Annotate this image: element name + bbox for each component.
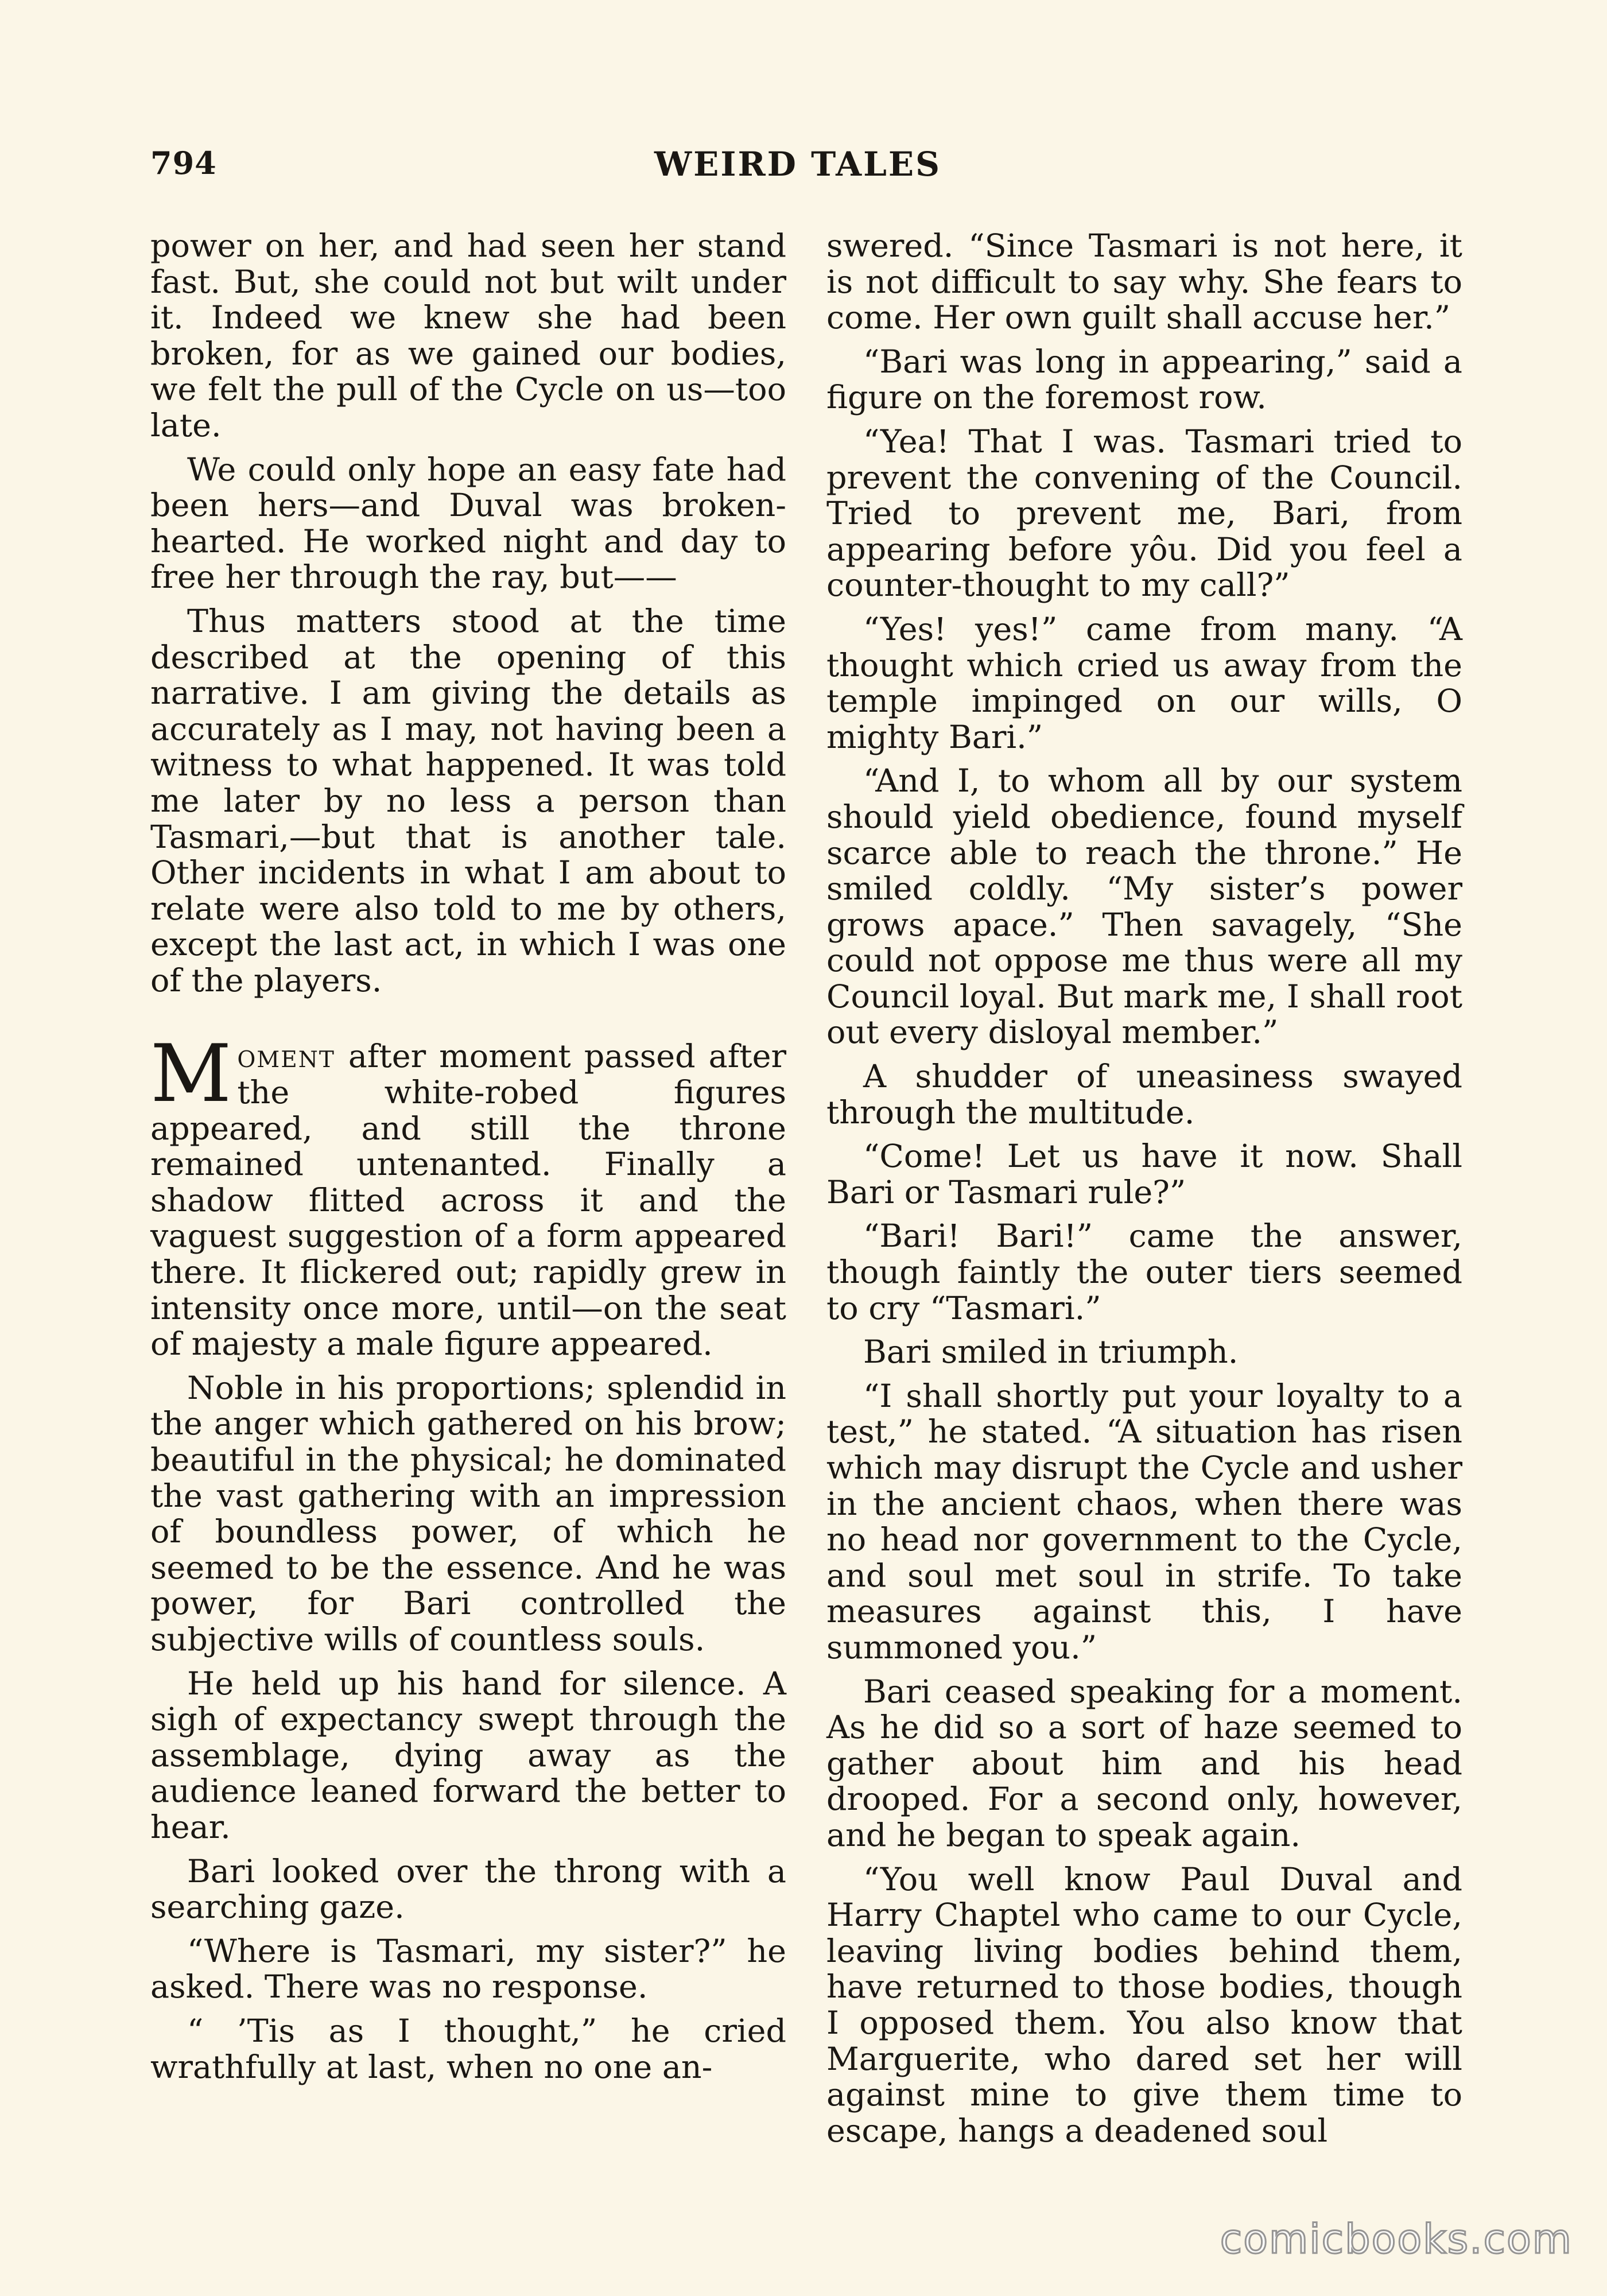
paragraph: “You well know Paul Duval and Harry Chaptel who came to our Cycle, leaving living bodies behind them, have returned to those bodies, though I opposed them. You also know that Marguerite, who dared set her will against mine to give them time to escape, hangs a deadened soul: [826, 1860, 1462, 2150]
paragraph: “Bari was long in appearing,” said a figure on the foremost row.: [826, 343, 1462, 417]
paragraph: “Yes! yes!” came from many. “A thought which cried us away from the temple impinged on our wills, O mighty Bari.”: [826, 610, 1462, 756]
paragraph: Noble in his proportions; splendid in the anger which gathered on his brow; beautiful in the physical; he dominated the vast gathering with an impression of boundless power, of which he seemed to be the essence. And he was power, for Bari controlled the subjective wills of countless souls.: [150, 1369, 786, 1658]
paragraph: “I shall shortly put your loyalty to a test,” he stated. “A situation has risen which may disrupt the Cycle and usher in the ancient chaos, when there was no head nor government to the Cycle, and soul met soul in strife. To take measures against this, I have summoned you.”: [826, 1377, 1462, 1666]
paragraph-text: after moment passed after the white-robed figures appeared, and still the throne remained untenanted. Finally a shadow flitted across it and the vaguest suggestion of a form appeared there. It flickered out; rapidly grew in intensity once more, until—on the seat of majesty a male figure appeared.: [150, 1038, 786, 1363]
paragraph: A shudder of uneasiness swayed through the multitude.: [826, 1058, 1462, 1131]
right-column: [826, 228, 1462, 2157]
paragraph: Bari smiled in triumph.: [863, 1333, 1239, 1371]
paragraph: “ ’Tis as I thought,” he cried wrathfully at last, when no one an-: [150, 2012, 786, 2086]
paragraph: He held up his hand for silence. A sigh of expectancy swept through the assemblage, dying away as the audience leaned forward the better to hear.: [150, 1665, 786, 1846]
paragraph: swered. “Since Tasmari is not here, it is not difficult to say why. She fears to come. Her own guilt shall accuse her.”: [826, 227, 1462, 337]
paragraph: Thus matters stood at the time described at the opening of this narrative. I am giving the details as accurately as I may, not having been a witness to what happened. It was told me later by no less a person than Tasmari,—but that is another tale. Other incidents in what I am about to relate were also told to me by others, except the last act, in which I was one of the players.: [150, 602, 786, 999]
section-start-paragraph: [150, 1027, 786, 1363]
page-number: 794: [150, 145, 217, 181]
paragraph: “Come! Let us have it now. Shall Bari or Tasmari rule?”: [826, 1138, 1462, 1211]
drop-cap: M: [150, 1027, 232, 1120]
paragraph: Bari looked over the throng with a searching gaze.: [150, 1852, 786, 1926]
paragraph: “Bari! Bari!” came the answer, though faintly the outer tiers seemed to cry “Tasmari.”: [826, 1217, 1462, 1327]
paragraph: We could only hope an easy fate had been hers—and Duval was broken-hearted. He worked night and day to free her through the ray, but——: [150, 451, 786, 596]
paragraph: “And I, to whom all by our system should yield obedience, found myself scarce able to reach the throne.” He smiled coldly. “My sister’s power grows apace.” Then savagely, “She could not oppose me thus were all my Council loyal. But mark me, I shall root out every disloyal member.”: [826, 762, 1462, 1052]
site-watermark: comicbooks.com: [1220, 2216, 1573, 2263]
paragraph: power on her, and had seen her stand fast. But, she could not but wilt under it. Indeed we knew she had been broken, for as we gained our bodies, we felt the pull of the Cycle on us—too late.: [150, 227, 786, 444]
paragraph: Bari ceased speaking for a moment. As he did so a sort of haze seemed to gather about him and his head drooped. For a second only, however, and he began to speak again.: [826, 1673, 1462, 1854]
left-column: [150, 228, 786, 2093]
lead-in-small-caps: oment: [237, 1038, 335, 1076]
paragraph: “Where is Tasmari, my sister?” he asked. There was no response.: [150, 1932, 786, 2006]
running-head: WEIRD TALES: [654, 145, 942, 184]
paragraph: “Yea! That I was. Tasmari tried to prevent the convening of the Council. Tried to prevent me, Bari, from appearing before yôu. Did you feel a counter-thought to my call?”: [826, 422, 1462, 604]
